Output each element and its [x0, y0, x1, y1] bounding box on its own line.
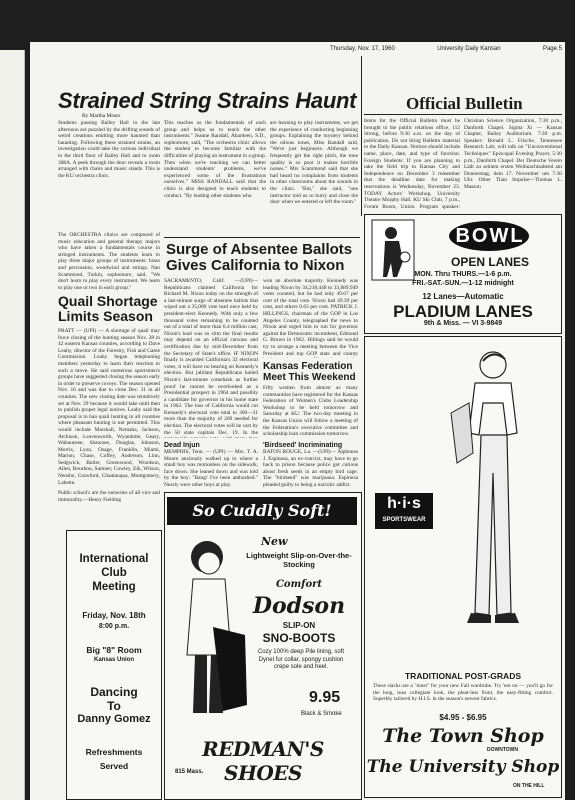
- club-room: Big "8" Room: [86, 645, 142, 655]
- club-title-club: Club: [101, 567, 127, 579]
- story-text: Christian Science Organization, 7:30 p.m., Danforth Chapel. Sigma Xi — Kansas Chapter, Bailey Auditorium. 7:30 p.m. Speaker: Ronald L. Frische, Tennessee Research Lab; will talk on "Unconventional Techniques" Episcopal Evening Prayer, 5:30 p.m., Danforth Chapel. Der Deutsche Verein Lädt zu seinem ersten Weihnachtsabend am Donnerstag, dem 17. November um 7:30 Uhr. Other Than Impulse—Thomas L. Masson: [464, 118, 562, 190]
- open-lanes-label: OPEN LANES: [450, 255, 529, 269]
- club-place: Kansas Union: [93, 657, 134, 663]
- lanes-count: 12 Lanes—Automatic: [422, 292, 504, 301]
- headline-strained-string: Strained String Strains Haunt: [58, 88, 357, 113]
- story-column-2: [164, 120, 266, 234]
- story-column-1: [58, 120, 160, 230]
- newspaper-page: [30, 42, 565, 800]
- federation-story: [263, 385, 358, 440]
- club-title-international: International: [79, 553, 149, 565]
- post-grads-description: [373, 683, 553, 711]
- story-text: won an absolute majority. Kennedy was leading Nixon by 34,218,448 to 33,889,949 votes counted, but he had only 49.67 per cent of the total vote. Nixon had 49.39 per cent, and others 0.63 per cent. PATRICK J. HILLINGS, chairman of the GOP in Los Angeles County, telegraphed the news to Nixon and urged him to run for governor against the Democratic incumbent, Edmund G. Brown in 1962. Hillings said he would try to arrange a meeting between the Vice President and top GOP state and county: [263, 278, 358, 357]
- quote-fielding: [58, 490, 160, 510]
- boots-price: 9.95: [309, 689, 341, 706]
- story-column-3: [270, 120, 358, 234]
- header-paper: University Daily Kansan: [437, 46, 501, 52]
- dodson-brand: Dodson: [252, 593, 346, 619]
- boots-description: Cozy 100% deep Pile lining, soft Dynel fur collar, spongy cushion crepe sole and heel.: [257, 649, 345, 670]
- headline-birdseed: 'Birdseed' Incriminating: [263, 442, 343, 449]
- on-the-hill-label: ON THE HILL: [513, 783, 545, 789]
- story-text: This teaches us the fundamentals of each group and helps us to teach the other instruments." Jeanne Randall, Abardeen, S.D., sophomore, said, "The orchestra clinic allows the student to become familiar with the difficulties of playing an instrument in a group. Then when we're teaching we can better understand students' problems, we've experienced some of the frustrations ourselves." MISS RANDALL said that the clinic is also designed to teach students to conduct. "By leading other students who: [164, 120, 266, 199]
- story-text: Fifty women from almost as many communities have registered for the Kansas Federation of Women's Clubs Leadership Workshop to be held tomorrow and Saturday at KU. The two-day meeting in the Kansas Union will follow a meeting of the Federation's executive committee and scholarship loan commission tomorrow.: [263, 385, 358, 438]
- pladium-name: PLADIUM LANES: [393, 302, 533, 321]
- dead-injun-story: [164, 449, 258, 489]
- club-time: 8:00 p.m.: [98, 623, 130, 630]
- new-label: New: [261, 535, 288, 548]
- byline: By Martha Moser: [82, 113, 121, 119]
- pladium-lanes-ad: [364, 214, 562, 334]
- boots-colors: Black & Smoke: [301, 711, 342, 717]
- header-date: Thursday, Nov. 17, 1960: [330, 46, 395, 52]
- bulletin-col-1: [364, 118, 460, 210]
- headline-surge: Surge of Absentee Ballots Gives California to Nixon: [166, 241, 353, 274]
- sno-boots-label: SNO-BOOTS: [262, 631, 336, 645]
- redmans-address: 815 Mass.: [175, 769, 204, 775]
- page-header: [330, 46, 562, 52]
- woman-with-boot-illustration: [173, 535, 249, 725]
- man-in-slacks-illustration: [431, 343, 551, 633]
- story-text: BATON ROUGE, La. —(UPI)— Alphonse J. Espinosa, an ex-convict, may have to go back to prison because police got curious about fresh seeds in an empty bird cage. The "birdseed" was marijuana. Espinosa pleaded guilty to being a narcotic addict.: [263, 449, 358, 488]
- story-text: The ORCHESTRA clinics are composed of music education and general therapy majors who have taken a fundamentals course in stringed instruments. The students learn to play three major groups of instruments: brass and percussion, woodwind and strings. Nan Scammond, Turkin, sophomore, said, "We don't learn to play every instrument. We learn to play one or two in each group.": [58, 232, 160, 290]
- town-shop-name: The Town Shop: [382, 725, 544, 747]
- story-text: are learning to play instruments, we get the experience of conducting beginning groups. Explaining the mystery behind the odious tones, Miss Randall said, "We're just beginners. Although we frequently get the right pitch, the tone quality is so poor it makes horrible noises." Mrs Scammond said that she had heard no complaints from students in other classrooms about the sounds in the clinic. "But," she said, "one instructor told us to hurry and close the door when we entered or left the room.": [270, 120, 358, 206]
- headline-official-bulletin: Official Bulletin: [406, 94, 523, 113]
- lightweight-tagline: Lightweight Slip-on-Over-the-Stocking: [246, 551, 352, 569]
- story-text: SACRAMENTO, Calif. —(UPI)— Republicans claimed California for Richard M. Nixon today on the strength of a last-minute surge of absentee ballots that wiped out a 35,000 vote lead once held by president-elect Kennedy. With only a few thousand votes remaining to be counted out of a total of more than 6.4 million cast, Nixon's lead was so slim the final results may depend on an official canvass and certification due by mid-December from the Secretary of State's office. IF NIXON finally is awarded California's 32 electoral votes, it will have no bearing on Kennedy's election. But jubilant Republicans hailed Nixon's last-minute comeback as further proof he cannot be overlooked as a Presidential prospect in 1964 and possibly a candidate for governor in his home state in 1962. The loss of California would cut Kennedy's electoral vote total to 300—31 more than the majority of 269 needed for election. The electoral votes will be cast by the 50 state capitals Dec. 19. In the: [164, 278, 258, 436]
- town-shop-ad: [364, 336, 562, 798]
- divider: [364, 114, 562, 115]
- weekday-hours: MON. Thru THURS.—1-6 p.m.: [414, 271, 512, 278]
- traditional-post-grads-heading: TRADITIONAL POST-GRADS: [404, 671, 521, 681]
- headline-federation: Kansas Federation Meet This Weekend: [263, 361, 356, 383]
- weekend-hours: FRI.-SAT.-SUN.—1-12 midnight: [412, 280, 514, 287]
- headline-quail: Quail Shortage Limits Season: [58, 293, 158, 324]
- divider: [361, 56, 362, 216]
- club-refreshments: Refreshments: [85, 747, 143, 757]
- divider: [164, 237, 360, 238]
- birdseed-story: [263, 449, 358, 489]
- headline-dead-injun: Dead Injun: [164, 442, 200, 449]
- university-shop-name: The University Shop: [366, 757, 560, 777]
- pladium-address: 9th & Miss. — VI 3-9849: [423, 320, 503, 327]
- redmans-shoes-ad: [164, 492, 362, 800]
- post-grads-price: $4.95 - $6.95: [439, 713, 487, 722]
- slip-on-label: SLIP-ON: [282, 621, 316, 630]
- comfort-label: Comfort: [275, 579, 323, 590]
- bulletin-col-2: [464, 118, 562, 210]
- club-title-meeting: Meeting: [92, 581, 136, 593]
- downtown-label: DOWNTOWN: [487, 747, 519, 753]
- bowl-title: BOWL: [455, 225, 525, 247]
- adjacent-page-edge: [0, 50, 25, 800]
- story-text: PRATT — (UPI) — A shortage of quail may force closing of the hunting season Nov. 28 in 42 eastern Kansas counties, according to Dave Leahy, director of the Forestry, Fish and Game Commission. Leahy began telephoning members yesterday to learn their reaction to such a move. He said numerous sportsmen's groups have suggested closing the season early in order to preserve coveys. The season opened Nov. 16 and was due to close Dec. 31 in all counties. The new closing date was tentatively set at Nov. 29 because it would take until then to publish proper legal notices. Leahy said the proposal is to ban quail hunting in all counties where pheasant hunting is not permitted. This would include Marshall, Nemaha, Jackson, Atchison, Leavenworth, Wyandotte, Geary, Wabaunsee, Shawnee, Douglas, Johnson, Morris, Lyon, Osage, Franklin, Miami, Marion, Chase, Coffey, Anderson, Linn, Sedgwick, Butler, Greenwood, Woodson, Allen, Bourbon, Sumner, Cowley, Elk, Wilson, Neosho, Crawford, Chautauqua, Montgomery, Labette.: [58, 328, 160, 486]
- story-text: These slacks are a "must" for your new Fall wardrobe. Try 'em on — you'll go for the long, lean collegiate look, the pleat-less front, the easy-fitting comfort. Superbly tailored by H.I.S. in the season's newest fabrics.: [373, 683, 553, 703]
- story-text: Items for the Official Bulletin must be brought to the public relations office, 112 Strong, before 9:30 a.m. on the day of publication. Do not bring Bulletin material to the Daily Kansan. Notices should include name, place, date, and type of function. Foreign Students: If you are planning to take the field trip to Kansas City and Independence on December 3 remember that the deadline date for making reservations is Wednesday, November 23. TODAY Actors' Workshop, University Theatre Murphy Hall. KU Ski Club, 7 p.m., Forum Room, Union. Program speaker:: [364, 118, 460, 210]
- club-date: Friday, Nov. 18th: [82, 611, 146, 620]
- story-text: Public school's are the nurseries of all vice and immorality.—Henry Fielding: [58, 490, 160, 503]
- club-served: Served: [99, 761, 129, 771]
- story-text: Students passing Bailey Hall in the late afternoon are puzzled by the drifting sounds of weird creations emitting more haunted than haunting. Following these strained strains, an investigation could take the curious individual to the third floor of Bailey Hall and to room 308A. A peek through the door reveals a room arranged with chairs and music stands. This is the KU orchestra clinic.: [58, 120, 160, 179]
- story-column-1b: [58, 232, 160, 290]
- international-club-ad: [66, 530, 162, 800]
- surge-col-1: [164, 278, 258, 438]
- club-to: To: [107, 699, 121, 713]
- club-dancing: Dancing: [90, 685, 138, 699]
- cuddly-headline: So Cuddly Soft!: [192, 501, 332, 520]
- surge-col-2: [263, 278, 358, 358]
- redmans-logo: REDMAN'S SHOES: [202, 737, 324, 785]
- his-sportswear: SPORTSWEAR: [382, 517, 426, 523]
- his-logo: h·i·s: [387, 495, 421, 512]
- story-text: MEMPHIS, Tenn. — (UPI) — Mrs. T. A. Moore anxiously walked up to where a small boy was motionless on the sidewalk, face down. She leaned down and was told by the boy: "Bang! I've been ambushed." Nearly were other boys at play.: [164, 449, 258, 488]
- header-page: Page 5: [542, 46, 562, 52]
- quail-story: [58, 328, 160, 488]
- club-band: Danny Gomez: [77, 713, 151, 725]
